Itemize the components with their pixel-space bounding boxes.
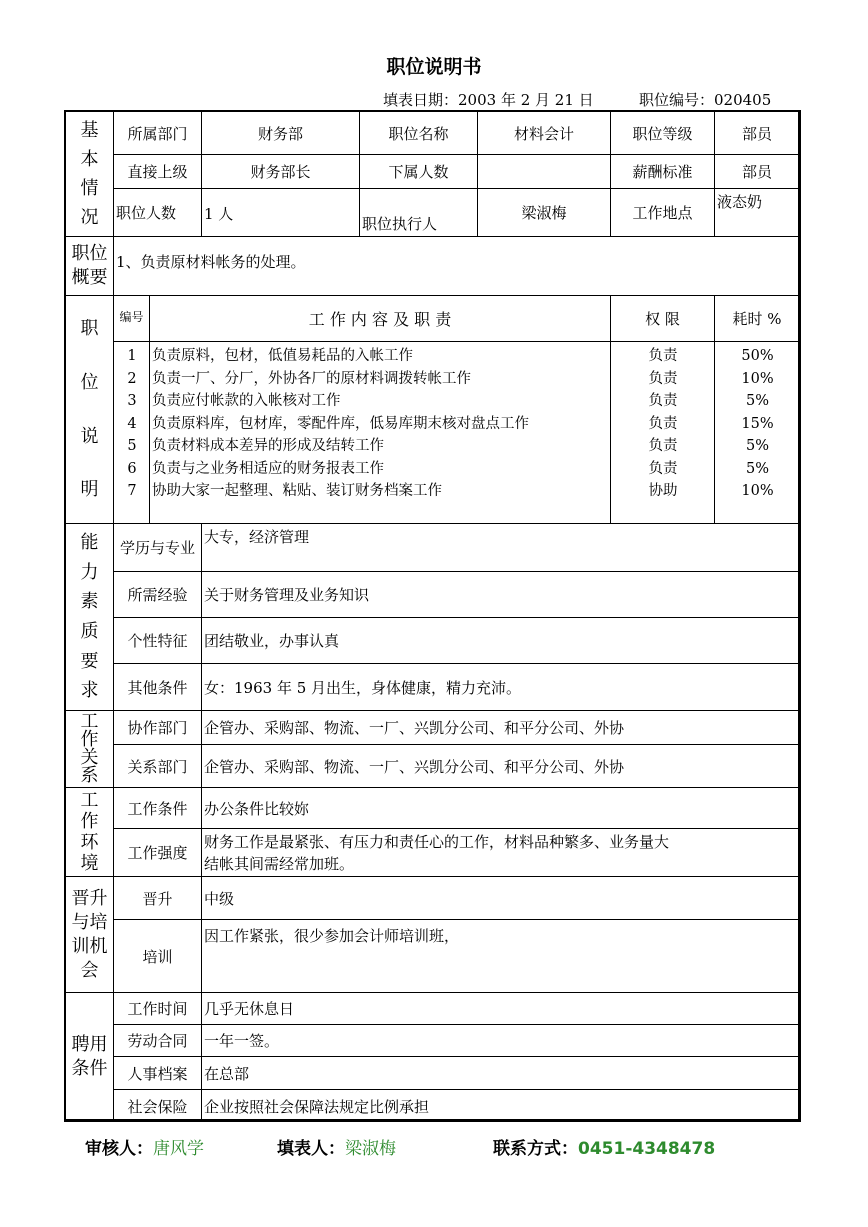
- relation-label: 关系部门: [114, 745, 202, 788]
- promotion-label: 晋升: [114, 877, 202, 920]
- position-level-value: 部员: [715, 112, 800, 155]
- duty-authority: 负责: [648, 370, 678, 387]
- duty-number: 2: [127, 370, 137, 387]
- employment-label: 社会保险: [114, 1090, 202, 1122]
- duty-number: 6: [127, 460, 137, 477]
- summary-text: 1、负责原材料帐务的处理。: [114, 237, 800, 296]
- relation-value: 企管办、采购部、物流、一厂、兴凯分公司、和平分公司、外协: [202, 745, 800, 788]
- relation-value: 企管办、采购部、物流、一厂、兴凯分公司、和平分公司、外协: [202, 711, 800, 745]
- ability-label: 所需经验: [114, 572, 202, 618]
- promotion-value: 中级: [202, 877, 800, 920]
- relation-label: 协作部门: [114, 711, 202, 745]
- section-ability-char: 求: [80, 680, 99, 702]
- duty-number: 1: [127, 348, 137, 364]
- section-basic-char: 况: [80, 206, 99, 228]
- environment-label: 工作条件: [114, 788, 202, 829]
- ability-label: 学历与专业: [114, 524, 202, 572]
- section-relations: [66, 711, 114, 788]
- position-code: 职位编号：020405: [639, 91, 772, 109]
- duty-content: 协助大家一起整理、粘贴、装订财务档案工作: [152, 483, 442, 499]
- employment-value: 几乎无休息日: [202, 993, 800, 1025]
- duty-content: 负责材料成本差异的形成及结转工作: [152, 438, 384, 454]
- section-duties-char: 职: [80, 318, 99, 340]
- duty-time: 15%: [741, 415, 774, 432]
- superior-label: 直接上级: [114, 155, 202, 189]
- location-value: 液态奶: [715, 189, 800, 237]
- duty-number: 4: [127, 415, 137, 432]
- executor-value: 梁淑梅: [478, 189, 611, 237]
- reviewer-label: 审核人：: [85, 1139, 153, 1159]
- executor-label: 职位执行人: [360, 189, 478, 237]
- environment-label: 工作强度: [114, 829, 202, 877]
- duty-content: 负责与之业务相适应的财务报表工作: [152, 460, 384, 477]
- employment-label: 工作时间: [114, 993, 202, 1025]
- page-title: 职位说明书: [386, 56, 482, 78]
- section-relations-char: 作: [80, 729, 99, 750]
- duty-time: 5%: [745, 438, 769, 454]
- location-label: 工作地点: [611, 189, 715, 237]
- duty-content: 负责应付帐款的入帐核对工作: [152, 393, 341, 409]
- section-ability: [66, 524, 114, 711]
- duty-time: 10%: [741, 370, 774, 387]
- section-summary: 职位概要: [66, 237, 114, 296]
- filler-name: 梁淑梅: [345, 1139, 396, 1159]
- employment-value: 在总部: [202, 1057, 800, 1090]
- ability-value: 关于财务管理及业务知识: [202, 572, 800, 618]
- headcount-label: 职位人数: [114, 189, 202, 237]
- section-ability-char: 质: [80, 621, 99, 642]
- section-basic-char: 情: [80, 177, 99, 199]
- section-ability-char: 素: [80, 591, 99, 613]
- reviewer-name: 唐风学: [153, 1139, 204, 1159]
- employment-label: 劳动合同: [114, 1025, 202, 1057]
- duty-time: 5%: [745, 393, 769, 409]
- duties-col-content: 工 作 内 容 及 职 责: [150, 296, 611, 342]
- environment-value-line: 结帐其间需经常加班。: [204, 855, 355, 873]
- position-name-value: 材料会计: [478, 112, 611, 155]
- section-environment-char: 工: [80, 789, 99, 811]
- duty-authority: 负责: [648, 460, 678, 477]
- job-description-table: [64, 110, 801, 1122]
- contact-label: 联系方式：: [493, 1139, 578, 1159]
- environment-value: 办公条件比较妳: [202, 788, 800, 829]
- duty-number: 3: [127, 393, 137, 409]
- duty-number: 5: [127, 438, 137, 454]
- duties-col-time: 耗时 %: [715, 296, 800, 342]
- section-environment: [66, 788, 114, 877]
- duties-col-no: 编号: [114, 296, 150, 342]
- section-environment-char: 环: [80, 831, 99, 853]
- ability-label: 其他条件: [114, 664, 202, 711]
- section-promotion: 晋升与培训机会: [66, 877, 114, 993]
- contact-phone: 0451-4348478: [578, 1139, 716, 1159]
- section-duties-char: 说: [80, 425, 99, 447]
- section-environment-char: 作: [80, 810, 99, 832]
- contact: [493, 1134, 715, 1159]
- employment-value: 企业按照社会保障法规定比例承担: [202, 1090, 800, 1122]
- employment-value: 一年一签。: [202, 1025, 800, 1057]
- duty-authority: 协助: [648, 483, 678, 499]
- salary-label: 薪酬标准: [611, 155, 715, 189]
- section-employment: 聘用条件: [66, 993, 114, 1122]
- section-ability-char: 力: [80, 561, 99, 583]
- document-meta: [383, 89, 772, 110]
- section-relations-char: 工: [80, 711, 99, 732]
- duty-number: 7: [127, 483, 137, 499]
- section-ability-char: 能: [80, 532, 99, 554]
- dept-label: 所属部门: [114, 112, 202, 155]
- environment-value: [202, 829, 800, 877]
- section-relations-char: 系: [80, 765, 99, 786]
- superior-value: 财务部长: [202, 155, 360, 189]
- training-value: 因工作紧张，很少参加会计师培训班，: [202, 920, 800, 993]
- ability-value: 大专，经济管理: [202, 524, 800, 572]
- fill-date: 填表日期：2003 年 2 月 21 日: [383, 91, 594, 109]
- section-ability-char: 要: [80, 650, 99, 672]
- duty-content: 负责原料库，包材库，零配件库，低易库期末核对盘点工作: [152, 415, 529, 432]
- duty-authority: 负责: [648, 348, 678, 364]
- reviewer: [85, 1134, 204, 1159]
- section-relations-char: 关: [80, 747, 99, 768]
- duty-authority: 负责: [648, 438, 678, 454]
- subordinates-label: 下属人数: [360, 155, 478, 189]
- dept-value: 财务部: [202, 112, 360, 155]
- subordinates-value: [478, 155, 611, 189]
- position-level-label: 职位等级: [611, 112, 715, 155]
- training-label: 培训: [114, 920, 202, 993]
- filler-label: 填表人：: [277, 1139, 345, 1159]
- ability-value: 团结敬业，办事认真: [202, 618, 800, 664]
- section-basic-char: 本: [80, 148, 99, 170]
- duty-time: 50%: [741, 348, 774, 364]
- section-basic-char: 基: [80, 119, 99, 141]
- section-environment-char: 境: [80, 852, 99, 874]
- duty-authority: 负责: [648, 415, 678, 432]
- duty-time: 5%: [745, 460, 769, 477]
- filler: [277, 1134, 396, 1159]
- environment-value-line: 财务工作是最紧张、有压力和责任心的工作，材料品种繁多、业务量大: [204, 833, 670, 851]
- section-duties: [66, 296, 114, 524]
- salary-value: 部员: [715, 155, 800, 189]
- section-duties-char: 位: [80, 371, 99, 393]
- position-name-label: 职位名称: [360, 112, 478, 155]
- headcount-value: 1 人: [202, 189, 360, 237]
- duty-authority: 负责: [648, 393, 678, 409]
- section-duties-char: 明: [80, 479, 99, 501]
- duty-content: 负责一厂、分厂，外协各厂的原材料调拨转帐工作: [152, 370, 471, 387]
- duty-content: 负责原料，包材，低值易耗品的入帐工作: [152, 348, 413, 364]
- duty-time: 10%: [741, 483, 774, 499]
- employment-label: 人事档案: [114, 1057, 202, 1090]
- section-basic: [66, 112, 114, 237]
- ability-label: 个性特征: [114, 618, 202, 664]
- ability-value: 女：1963 年 5 月出生，身体健康，精力充沛。: [202, 664, 800, 711]
- duties-col-authority: 权 限: [611, 296, 715, 342]
